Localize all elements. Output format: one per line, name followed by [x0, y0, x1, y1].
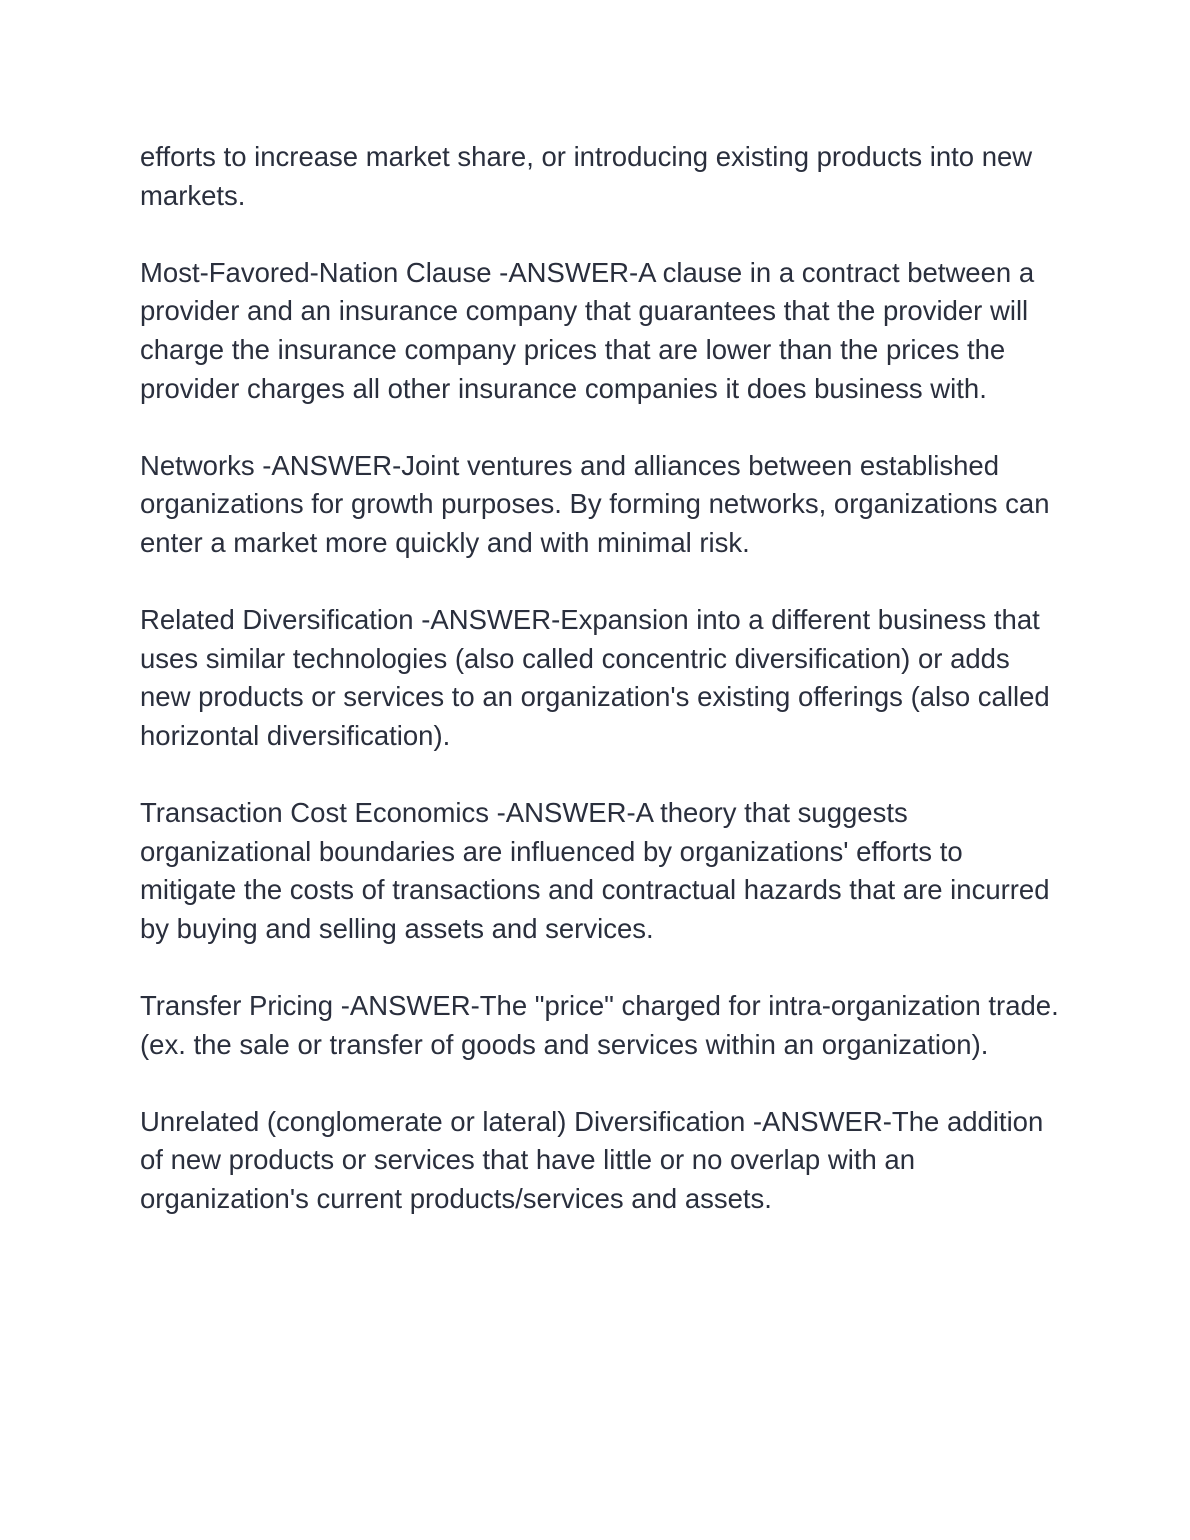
paragraph-market-penetration-continued: efforts to increase market share, or introducing existing products into new markets.: [140, 141, 1033, 211]
paragraph-transaction-cost-economics: Transaction Cost Economics -ANSWER-A theory that suggests organizational boundaries are influenced by organizations' efforts to mitigate the costs of transactions and contractual hazards that are incurred by buying and selling assets and services.: [140, 797, 1050, 944]
paragraph-related-diversification: Related Diversification -ANSWER-Expansion into a different business that uses similar technologies (also called concentric diversification) or adds new products or services to an organization's existing offerings (also called horizontal diversification).: [140, 604, 1050, 751]
document-body: [140, 138, 1060, 1257]
paragraph-networks: Networks -ANSWER-Joint ventures and alliances between established organizations for growth purposes. By forming networks, organizations can enter a market more quickly and with minimal risk.: [140, 449, 1050, 558]
paragraph-transfer-pricing: Transfer Pricing -ANSWER-The "price" charged for intra-organization trade. (ex. the sale or transfer of goods and services within an organization).: [140, 990, 1059, 1060]
paragraph-most-favored-nation-clause: Most-Favored-Nation Clause -ANSWER-A clause in a contract between a provider and an insurance company that guarantees that the provider will charge the insurance company prices that are lower than the prices the provider charges all other insurance companies it does business with.: [140, 256, 1035, 404]
paragraph-unrelated-diversification: Unrelated (conglomerate or lateral) Diversification -ANSWER-The addition of new products or services that have little or no overlap with an organization's current products/services and assets.: [140, 1105, 1044, 1215]
